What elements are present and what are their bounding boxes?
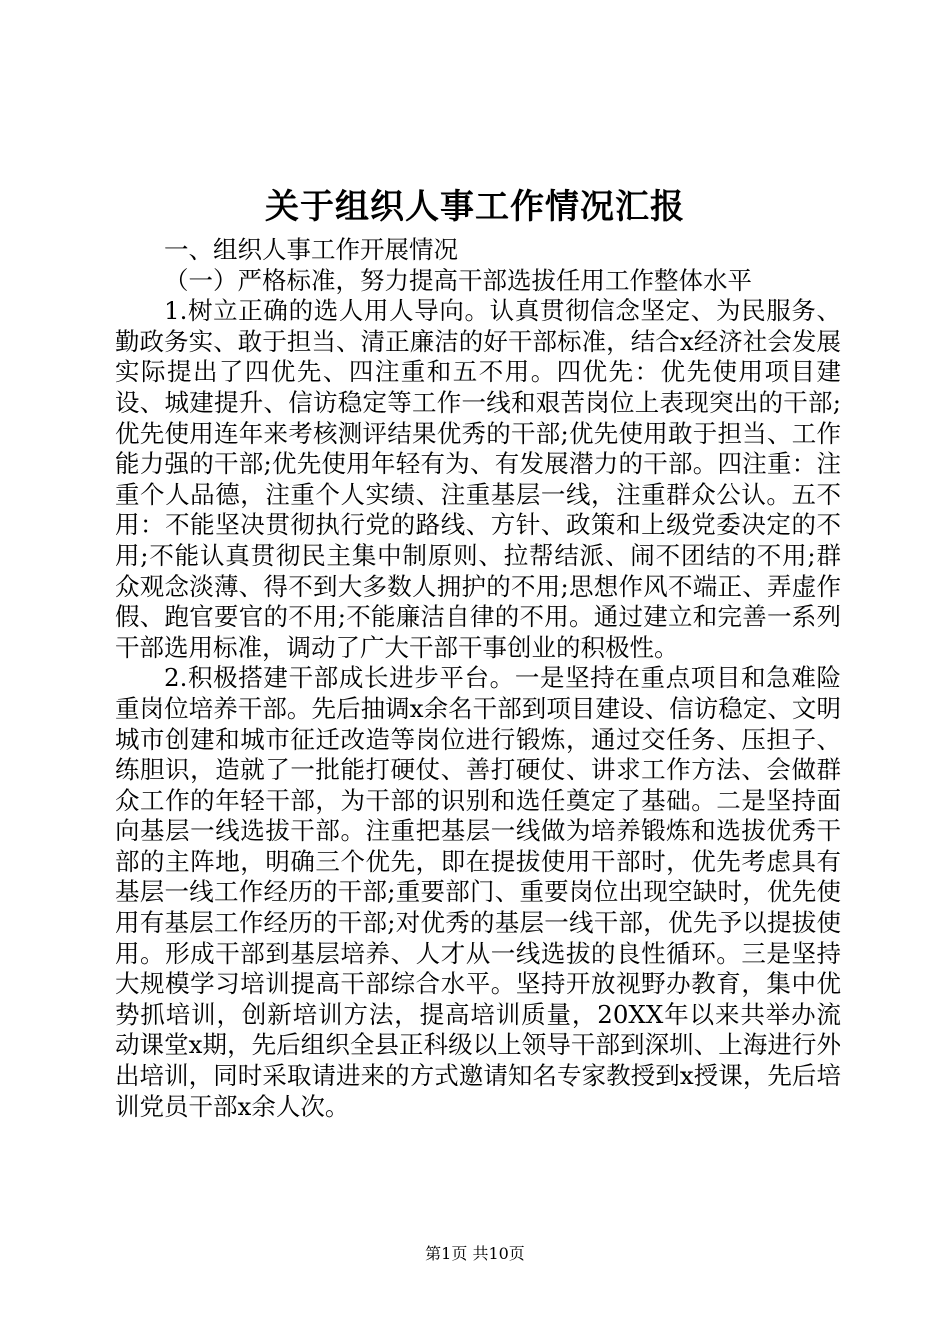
page-number-footer: 第1页 共10页	[425, 1244, 525, 1263]
subsection-heading: （一）严格标准，努力提高干部选拔任用工作整体水平	[164, 265, 752, 295]
section-heading: 一、组织人事工作开展情况	[164, 235, 458, 264]
body-paragraph: 2.积极搭建干部成长进步平台。一是坚持在重点项目和急难险重岗位培养干部。先后抽调x余名干部到项目建设、信访稳定、文明城市创建和城市征迁改造等岗位进行锻炼，通过交任务、压担子、练胆识，造就了一批能打硬仗、善打硬仗、讲求工作方法、会做群众工作的年轻干部，为干部的识别和选任奠定了基础。二是坚持面向基层一线选拔干部。注重把基层一线做为培养锻炼和选拔优秀干部的主阵地，明确三个优先，即在提拔使用干部时，优先考虑具有基层一线工作经历的干部;重要部门、重要岗位出现空缺时，优先使用有基层工作经历的干部;对优秀的基层一线干部，优先予以提拔使用。形成干部到基层培养、人才从一线选拔的良性循环。三是坚持大规模学习培训提高干部综合水平。坚持开放视野办教育，集中优势抓培训，创新培训方法，提高培训质量，20XX年以来共举办流动课堂x期，先后组织全县正科级以上领导干部到深圳、上海进行外出培训，同时采取请进来的方式邀请知名专家教授到x授课，先后培训党员干部x余人次。	[115, 663, 841, 1121]
body-paragraph: 1.树立正确的选人用人导向。认真贯彻信念坚定、为民服务、勤政务实、敢于担当、清正廉洁的好干部标准，结合x经济社会发展实际提出了四优先、四注重和五不用。四优先：优先使用项目建设、城建提升、信访稳定等工作一线和艰苦岗位上表现突出的干部;优先使用连年来考核测评结果优秀的干部;优先使用敢于担当、工作能力强的干部;优先使用年轻有为、有发展潜力的干部。四注重：注重个人品德，注重个人实绩、注重基层一线，注重群众公认。五不用：不能坚决贯彻执行党的路线、方针、政策和上级党委决定的不用;不能认真贯彻民主集中制原则、拉帮结派、闹不团结的不用;群众观念淡薄、得不到大多数人拥护的不用;思想作风不端正、弄虚作假、跑官要官的不用;不能廉洁自律的不用。通过建立和完善一系列干部选用标准，调动了广大干部干事创业的积极性。	[115, 296, 841, 662]
document-title: 关于组织人事工作情况汇报	[265, 187, 685, 227]
document-body	[115, 235, 841, 1122]
